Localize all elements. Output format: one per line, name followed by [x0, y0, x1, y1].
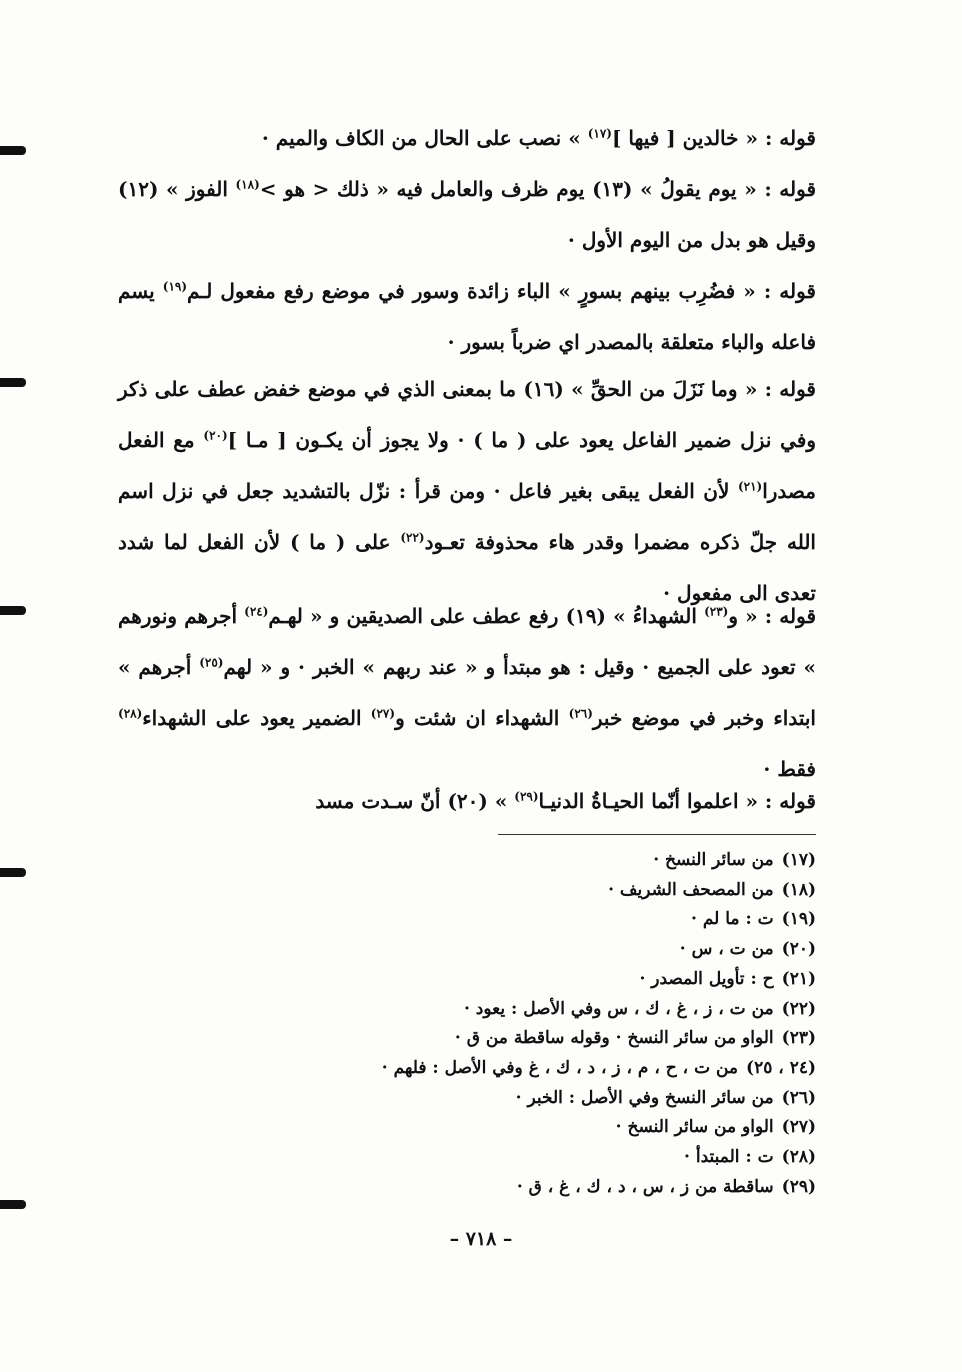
footnote-text: من ت ، ح ، م ، ز ، د ، ك ، غ وفي الأصل : فلهم · [381, 1057, 739, 1078]
paragraph-text: قوله : « وما نَزَلَ من الحقِّ » (١٦) ما بمعنى الذي في موضع خفض عطف على ذكر وفي نزل ضمير الفاعل يعود على ( ما ) · ولا يجوز أن يكـون [ مـا ] [118, 377, 816, 452]
binding-mark [0, 1200, 26, 1209]
footnote-reference: (٢٠) [203, 428, 228, 443]
footnote-item [230, 1024, 816, 1054]
paragraph-text: أجرهم ونورهم » تعود على الجميع · وقيل : هو مبتدأ و « عند ربهم » الخبر · و « لهم [118, 604, 816, 679]
paragraph-text: على ( ما ) لأن الفعل لما شدد تعدى الى مفعول · [118, 530, 816, 605]
footnote-number: (٢٩) [781, 1176, 816, 1197]
commentary-paragraph [118, 164, 816, 266]
footnote-reference: (٢٢) [400, 530, 425, 545]
footnote-number: (٢٧) [781, 1117, 816, 1138]
footnote-reference: (١٧) [587, 126, 612, 141]
paragraph-text: لأن الفعل يبقى بغير فاعل · ومن قرأ : نزّل بالتشديد جعل في نزل اسم الله جلّ ذكره مضمرا وقدر هاء محذوفة تعـود [118, 479, 816, 554]
paragraph-text: الضمير يعود على الشهداء [142, 706, 371, 730]
commentary-paragraph [118, 266, 816, 368]
paragraph-text: أجرهم » ابتداء وخبر في موضع خبر [118, 655, 816, 730]
paragraph-text: قوله : « اعلموا أنّما الحيـاةُ الدنيـا [538, 789, 816, 813]
footnotes-list [230, 846, 816, 1202]
footnote-reference: (٢٤) [244, 604, 269, 619]
footnote-number: (١٧) [781, 850, 816, 870]
commentary-paragraph [118, 113, 816, 164]
paragraph-text: الشهداء ان شئت و [395, 706, 569, 730]
footnote-item [230, 935, 816, 965]
footnote-reference: (٢٧) [370, 706, 396, 721]
footnote-text: من ت ، س · [679, 939, 774, 960]
footnote-item [230, 995, 816, 1025]
footnote-text: ت : المبتدأ · [684, 1147, 774, 1168]
footnote-text: ت : ما لم · [690, 909, 774, 930]
footnote-text: الواو من سائر النسخ · وقوله ساقطة من ق · [454, 1028, 774, 1049]
commentary-paragraph [118, 776, 816, 827]
footnote-number: (٢٠) [781, 939, 816, 960]
footnote-reference: (٢٦) [568, 706, 593, 721]
paragraph-text: قوله : « و [728, 604, 816, 628]
paragraph-text: قوله : « يوم يقولُ » (١٣) يوم ظرف والعامل فيه « ذلك < هو > [259, 177, 817, 201]
footnote-number: (٢٤ ، ٢٥) [746, 1057, 816, 1078]
footnote-text: الواو من سائر النسخ · [615, 1117, 774, 1138]
footnote-text: من سائر النسخ · [653, 850, 774, 870]
footnote-text: من المصحف الشريف · [608, 879, 774, 900]
footnote-reference: (٢٣) [704, 604, 729, 619]
footnote-item [230, 1084, 816, 1114]
footnote-number: (٢٣) [781, 1028, 816, 1049]
footnote-reference: (١٩) [162, 279, 188, 294]
footnote-item [230, 1113, 816, 1143]
footnote-number: (٢١) [781, 968, 816, 989]
paragraph-text: قوله : « خالدين [ فيها ] [611, 126, 816, 150]
paragraph-text: مع الفعل مصدرا [118, 428, 816, 503]
footnote-number: (١٩) [781, 909, 816, 930]
footnote-number: (٢٢) [781, 998, 816, 1019]
footnote-item [230, 1054, 816, 1084]
footnote-item [230, 1173, 816, 1203]
footnote-item [230, 846, 816, 876]
binding-mark [0, 146, 26, 155]
footnote-text: ح : تأويل المصدر · [639, 968, 774, 989]
footnote-reference: (٢١) [737, 479, 763, 494]
footnote-reference: (١٨) [235, 177, 260, 192]
paragraph-text: الشهداءُ » (١٩) رفع عطف على الصديقين و « لهـم [268, 604, 705, 628]
paragraph-text: يسم فاعله والباء متعلقة بالمصدر اي ضرباً بسور · [118, 279, 816, 354]
footnote-text: من ت ، ز ، غ ، ك ، س وفي الأصل : يعود · [463, 998, 774, 1019]
binding-mark [0, 606, 26, 615]
paragraph-text: الفوز » (١٢) وقيل هو بدل من اليوم الأول · [118, 177, 816, 252]
footnote-item [230, 1143, 816, 1173]
paragraph-text: فقط · [763, 757, 816, 781]
paragraph-text: » نصب على الحال من الكاف والميم · [261, 126, 588, 150]
binding-mark [0, 378, 26, 387]
footnote-item [230, 905, 816, 935]
footnote-divider [498, 834, 816, 835]
footnote-text: من سائر النسخ وفي الأصل : الخبر · [515, 1087, 774, 1108]
footnote-text: ساقطة من ز ، س ، د ، ك ، غ ، ق · [516, 1176, 774, 1197]
footnote-reference: (٢٩) [514, 789, 539, 804]
commentary-paragraph [118, 364, 816, 619]
binding-mark [0, 868, 26, 877]
page-number: – ٧١٨ – [449, 1228, 513, 1250]
commentary-paragraph [118, 591, 816, 795]
footnote-number: (٢٦) [781, 1087, 816, 1108]
footnote-reference: (٢٥) [199, 655, 224, 670]
footnote-reference: (٢٨) [118, 706, 143, 721]
footnote-item [230, 876, 816, 906]
footnote-item [230, 965, 816, 995]
footnote-number: (٢٨) [781, 1147, 816, 1168]
paragraph-text: » (٢٠) أنّ سـدت مسد [315, 789, 515, 813]
footnote-number: (١٨) [781, 879, 816, 900]
paragraph-text: قوله : « فضُرِب بينهم بسورٍ » الباء زائدة وسور في موضع رفع مفعول لـم [187, 279, 816, 303]
